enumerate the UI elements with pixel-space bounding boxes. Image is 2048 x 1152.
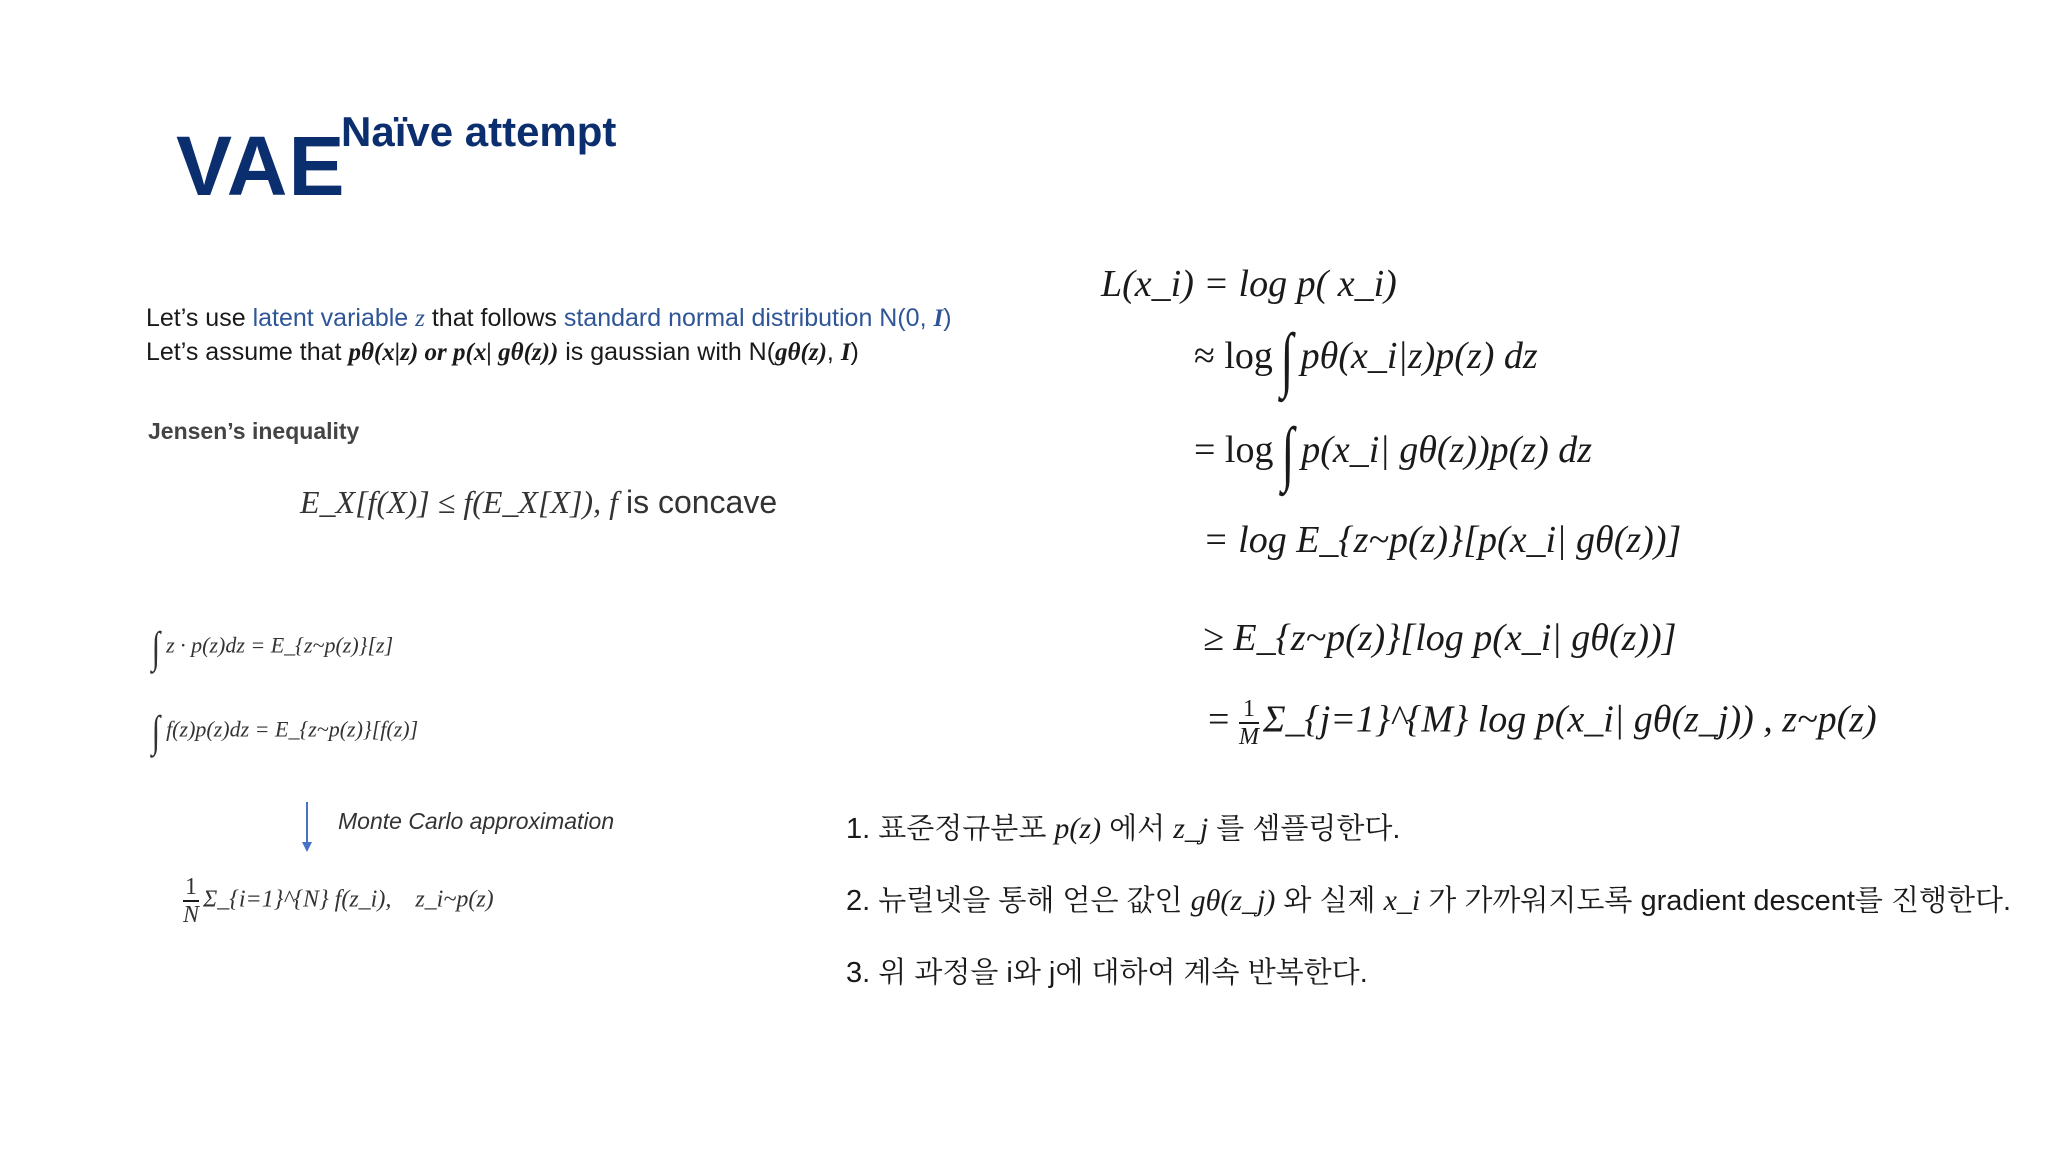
derivation-body: pθ(x_i|z)p(z) dz [1300,335,1538,378]
derivation-body: Σ_{j=1}^{M} log p(x_i| gθ(z_j)) , z~p(z) [1262,698,1877,741]
intro-text: is gaussian with N( [558,338,776,366]
step-number: 3. [846,957,879,989]
intro-line-2 [146,338,859,367]
jensen-formula [300,484,777,521]
monte-carlo-label: Monte Carlo approximation [338,808,615,834]
step-3 [846,950,1368,991]
sum-expression: Σ_{i=1}^{N} f(z_i), [203,886,392,913]
derivation-operator: ≈ log [1194,335,1273,378]
intro-text: ) [943,304,952,332]
intro-text: , [826,338,841,366]
down-arrow-icon [299,802,315,852]
jensen-f: f [609,484,618,520]
integral-text: f(z)p(z)dz = E_{z~p(z)}[f(z)] [166,716,419,742]
derivation-line-4: ≥ E_{z~p(z)}[log p(x_i| gθ(z))] [1203,617,1677,659]
fraction [183,874,199,928]
step-text: 가 가까워지도록 gradient descent를 진행한다. [1420,885,2012,917]
fraction-numerator: 1 [183,874,199,902]
step-math: p(z) [1054,812,1102,845]
step-math: x_i [1383,884,1421,917]
latent-variable-text: latent variable [252,304,416,332]
fraction-denominator: N [183,902,200,928]
step-math: gθ(z_j) [1190,884,1276,917]
step-text: 표준정규분포 [878,813,1055,845]
integral-sign: ∫ [151,623,161,672]
integral-text: z · p(z)dz = E_{z~p(z)}[z] [166,632,394,658]
derivation-line-2 [1194,412,1592,495]
step-number: 2. [846,885,879,917]
latent-z: z [415,305,425,332]
expectation-integral-2 [150,706,418,757]
intro-text: that follows [424,304,564,332]
identity-matrix: I [933,305,944,332]
intro-text: ) [850,338,859,366]
fraction [1239,696,1259,750]
step-text: 를 셈플링한다. [1208,813,1401,845]
jensen-inequality: E_X[f(X)] ≤ f(E_X[X]), [300,484,602,520]
derivation-operator: = [1208,698,1230,741]
fraction-numerator: 1 [1239,696,1259,724]
step-math: z_j [1173,812,1209,845]
intro-text: Let’s assume that [146,338,349,366]
step-text: 와 실제 [1275,885,1384,917]
jensen-concave-text: is concave [625,484,778,520]
integral-sign: ∫ [1280,413,1294,493]
intro-text: Let’s use [146,304,253,332]
step-text: 뉴럴넷을 통해 얻은 값인 [878,885,1191,917]
step-1 [846,806,1401,847]
normal-distribution-text: standard normal distribution N(0, [563,304,934,332]
monte-carlo-formula [183,874,494,928]
intro-line-1 [146,304,952,333]
fraction-denominator: M [1238,724,1259,750]
derivation-line-1 [1194,318,1538,401]
step-text: 위 과정을 i와 j에 대하여 계속 반복한다. [878,957,1368,989]
integral-sign: ∫ [151,707,161,756]
step-text: 에서 [1101,813,1174,845]
slide-title: VAE [176,119,346,213]
jensen-title: Jensen’s inequality [148,418,360,444]
step-2 [846,878,2011,919]
derivation-line-5 [1208,696,1877,750]
derivation-line-3: = log E_{z~p(z)}[p(x_i| gθ(z))] [1203,519,1682,561]
integral-sign: ∫ [1280,319,1294,399]
expectation-integral-1 [150,622,393,673]
decoder-output: gθ(z) [775,339,827,366]
step-number: 1. [846,813,879,845]
slide-subtitle: Naïve attempt [341,108,617,155]
sample-expression: z_i~p(z) [415,886,494,913]
identity-matrix: I [840,339,851,366]
derivation-line-0: L(x_i) = log p( x_i) [1101,263,1397,305]
derivation-body: p(x_i| gθ(z))p(z) dz [1301,429,1593,472]
derivation-operator: = log [1194,429,1274,472]
likelihood-expression: pθ(x|z) or p(x| gθ(z)) [348,339,559,366]
